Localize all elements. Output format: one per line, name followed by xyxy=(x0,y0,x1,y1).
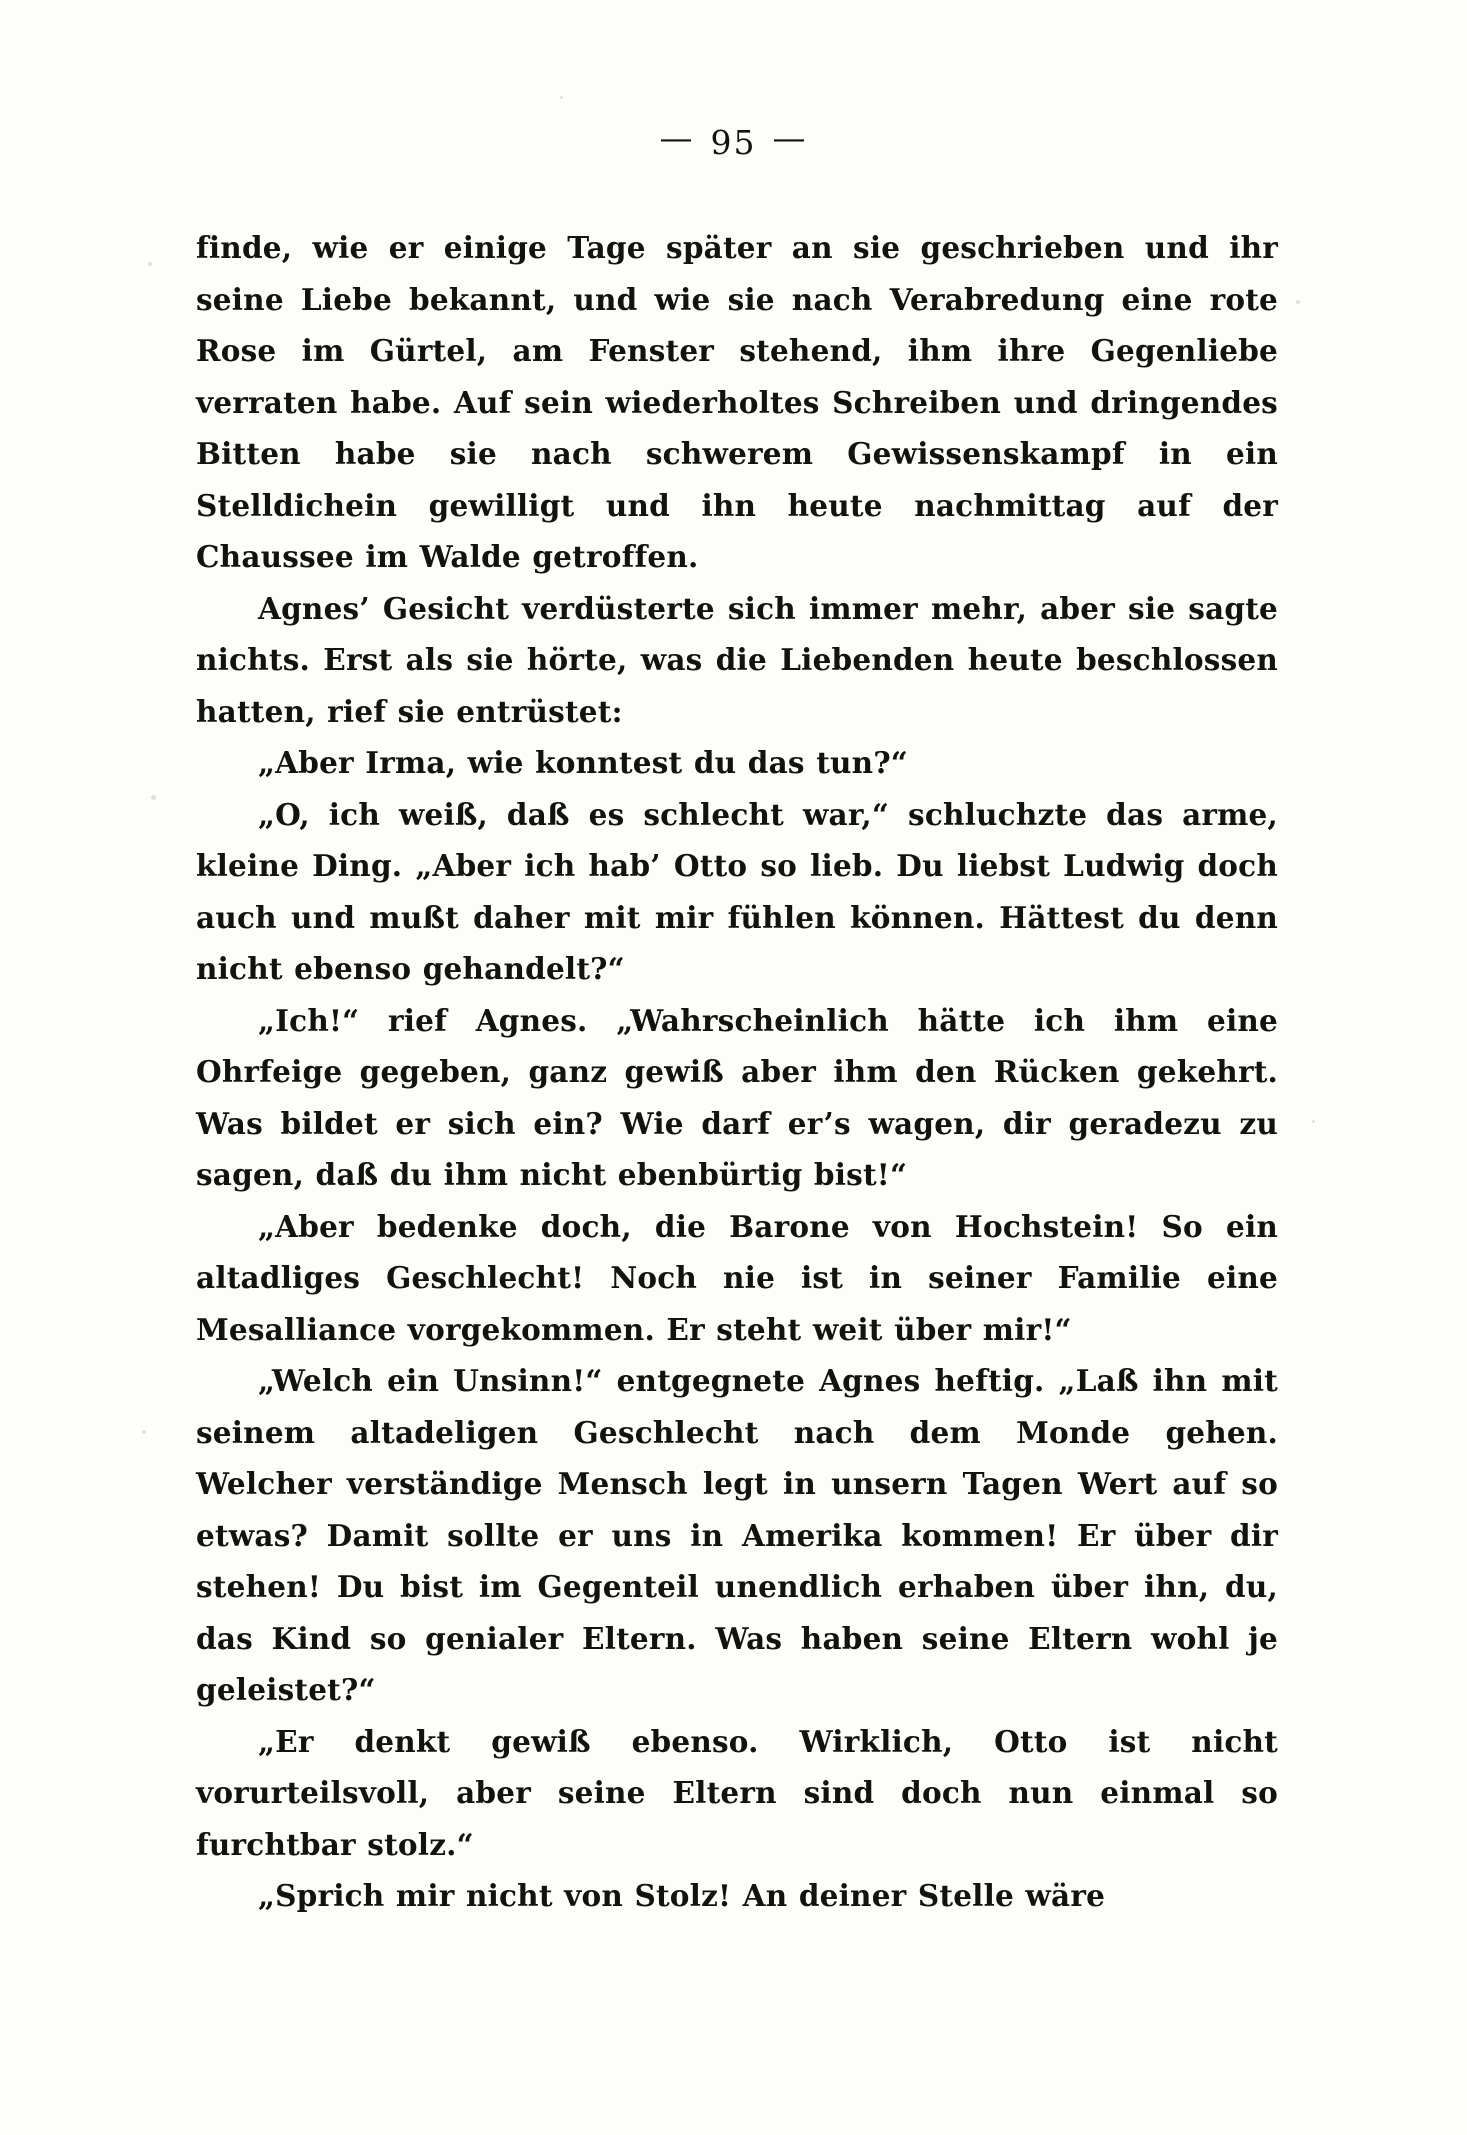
paragraph: „Aber Irma, wie konntest du das tun?“ xyxy=(258,745,908,780)
page-number xyxy=(0,118,1467,162)
paragraph: „O, ich weiß, daß es schlecht war,“ schluchzte das arme, kleine Ding. „Aber ich hab’ Otto so lieb. Du liebst Ludwig doch auch und mußt daher mit mir fühlen können. Hättest du denn nicht ebenso gehandelt?“ xyxy=(196,796,1278,986)
paragraph: Agnes’ Gesicht verdüsterte sich immer mehr, aber sie sagte nichts. Erst als sie hörte, was die Liebenden heute beschlossen hatten, rief sie entrüstet: xyxy=(196,590,1278,729)
scan-speckle xyxy=(148,262,152,266)
page-number-dash-right: — xyxy=(772,118,808,157)
scan-speckle xyxy=(142,1430,146,1434)
scan-speckle xyxy=(1312,1120,1315,1123)
paragraph: „Ich!“ rief Agnes. „Wahrscheinlich hätte ich ihm eine Ohrfeige gegeben, ganz gewiß aber ihm den Rücken gekehrt. Was bildet er sich ein? Wie darf er’s wagen, dir geradezu zu sagen, daß du ihm nicht ebenbürtig bist!“ xyxy=(196,1002,1278,1192)
page-number-value: 95 xyxy=(710,123,757,162)
scan-speckle xyxy=(1296,300,1300,304)
body-text xyxy=(196,222,1278,1922)
scan-speckle xyxy=(560,96,563,99)
paragraph: finde, wie er einige Tage später an sie geschrieben und ihr seine Liebe bekannt, und wie sie nach Verabredung eine rote Rose im Gürtel, am Fenster stehend, ihm ihre Gegenliebe verraten habe. Auf sein wiederholtes Schreiben und dringendes Bitten habe sie nach schwerem Gewissenskampf in ein Stelldichein gewilligt und ihn heute nachmittag auf der Chaussee im Walde getroffen. xyxy=(196,230,1278,574)
paragraph: „Sprich mir nicht von Stolz! An deiner Stelle wäre xyxy=(258,1878,1106,1913)
paragraph: „Aber bedenke doch, die Barone von Hochstein! So ein altadliges Geschlecht! Noch nie ist in seiner Familie eine Mesalliance vorgekommen. Er steht weit über mir!“ xyxy=(196,1208,1278,1347)
paragraph: „Welch ein Unsinn!“ entgegnete Agnes heftig. „Laß ihn mit seinem altadeligen Geschlecht nach dem Monde gehen. Welcher verständige Mensch legt in unsern Tagen Wert auf so etwas? Damit sollte er uns in Amerika kommen! Er über dir stehen! Du bist im Gegenteil unendlich erhaben über ihn, du, das Kind so genialer Eltern. Was haben seine Eltern wohl je geleistet?“ xyxy=(196,1363,1278,1707)
paragraph: „Er denkt gewiß ebenso. Wirklich, Otto ist nicht vorurteilsvoll, aber seine Eltern sind doch nun einmal so furchtbar stolz.“ xyxy=(196,1723,1278,1862)
page-number-dash-left: — xyxy=(659,118,695,157)
scan-speckle xyxy=(151,795,156,800)
